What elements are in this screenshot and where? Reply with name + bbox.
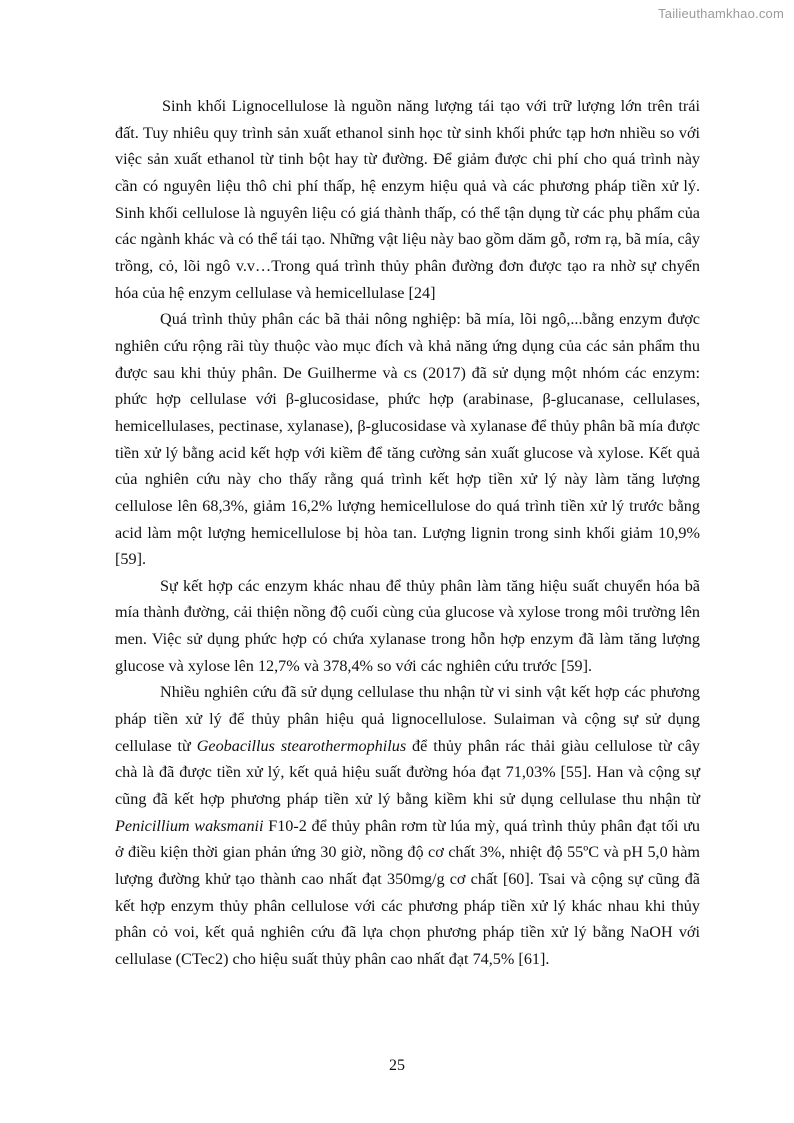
paragraph-4-text-3: F10-2 để thủy phân rơm từ lúa mỳ, quá trình thủy phân đạt tối ưu ở điều kiện thời gian phản ứng 30 giờ, nồng độ cơ chất 3%, nhiệt độ 55ºC và pH 5,0 hàm lượng đường khử tạo thành cao nhất đạt 350mg/g cơ chất [60]. Tsai và cộng sự cũng đã kết hợp enzym thủy phân cellulose với các phương pháp tiền xử lý khác nhau khi thủy phân cỏ voi, kết quả nghiên cứu đã lựa chọn phương pháp tiền xử lý bằng NaOH với cellulase (CTec2) cho hiệu suất thủy phân cao nhất đạt 74,5% [61]. [115,816,700,968]
watermark-text: Tailieuthamkhao.com [658,6,784,21]
paragraph-4 [115,679,700,972]
paragraph-1-text: Sinh khối Lignocellulose là nguồn năng lượng tái tạo với trữ lượng lớn trên trái đất. Tuy nhiêu quy trình sản xuất ethanol sinh học từ sinh khối phức tạp hơn nhiều so với việc sản xuất ethanol từ tinh bột hay từ đường. Để giảm được chi phí cho quá trình này cần có nguyên liệu thô chi phí thấp, hệ enzym hiệu quả và các phương pháp tiền xử lý. Sinh khối cellulose là nguyên liệu có giá thành thấp, có thể tận dụng từ các phụ phẩm của các ngành khác và có thể tái tạo. Những vật liệu này bao gồm dăm gỗ, rơm rạ, bã mía, cây trồng, cỏ, lõi ngô v.v…Trong quá trình thủy phân đường đơn được tạo ra nhờ sự chyển hóa của hệ enzym cellulase và hemicellulase [24] [115,97,700,302]
species-name-geobacillus: Geobacillus stearothermophilus [196,736,407,755]
paragraph-2-text: Quá trình thủy phân các bã thải nông nghiệp: bã mía, lõi ngô,...bằng enzym được nghiên cứu rộng rãi tùy thuộc vào mục đích và khả năng ứng dụng của các sản phẩm thu được sau khi thủy phân. De Guilherme và cs (2017) đã sử dụng một nhóm các enzym: phức hợp cellulase với β-glucosidase, phức hợp (arabinase, β-glucanase, cellulases, hemicellulases, pectinase, xylanase), β-glucosidase và xylanase để thủy phân bã mía được tiền xử lý bằng acid kết hợp với kiềm để tăng cường sản xuất glucose và xylose. Kết quả của nghiên cứu này cho thấy rằng quá trình kết hợp tiền xử lý này làm tăng lượng cellulose lên 68,3%, giảm 16,2% lượng hemicellulose do quá trình tiền xử lý trước bằng acid làm một lượng hemicellulose bị hòa tan. Lượng lignin trong sinh khối giảm 10,9% [59]. [115,310,700,569]
paragraph-4-text-2: để thủy phân rác thải giàu cellulose từ cây chà là đã được tiền xử lý, kết quả hiệu suất đường hóa đạt 71,03% [55]. Han và cộng sự cũng đã kết hợp phương pháp tiền xử lý bằng kiềm khi sử dụng cellulase thu nhận từ [115,736,700,809]
paragraph-4-text-1: Nhiều nghiên cứu đã sử dụng cellulase thu nhận từ vi sinh vật kết hợp các phương pháp tiền xử lý để thủy phân hiệu quả lignocellulose. Sulaiman và cộng sự sử dụng cellulase từ [115,683,700,755]
paragraph-3 [115,573,700,680]
species-name-penicillium: Penicillium waksmanii [115,816,264,835]
document-body [115,93,700,973]
paragraph-3-text: Sự kết hợp các enzym khác nhau để thủy phân làm tăng hiệu suất chuyển hóa bã mía thành đường, cải thiện nồng độ cuối cùng của glucose và xylose trong môi trường lên men. Việc sử dụng phức hợp có chứa xylanase trong hỗn hợp enzym đã làm tăng lượng glucose và xylose lên 12,7% và 378,4% so với các nghiên cứu trước [59]. [115,576,700,675]
paragraph-2 [115,306,700,573]
paragraph-1 [115,93,700,306]
page-number: 25 [389,1057,405,1074]
